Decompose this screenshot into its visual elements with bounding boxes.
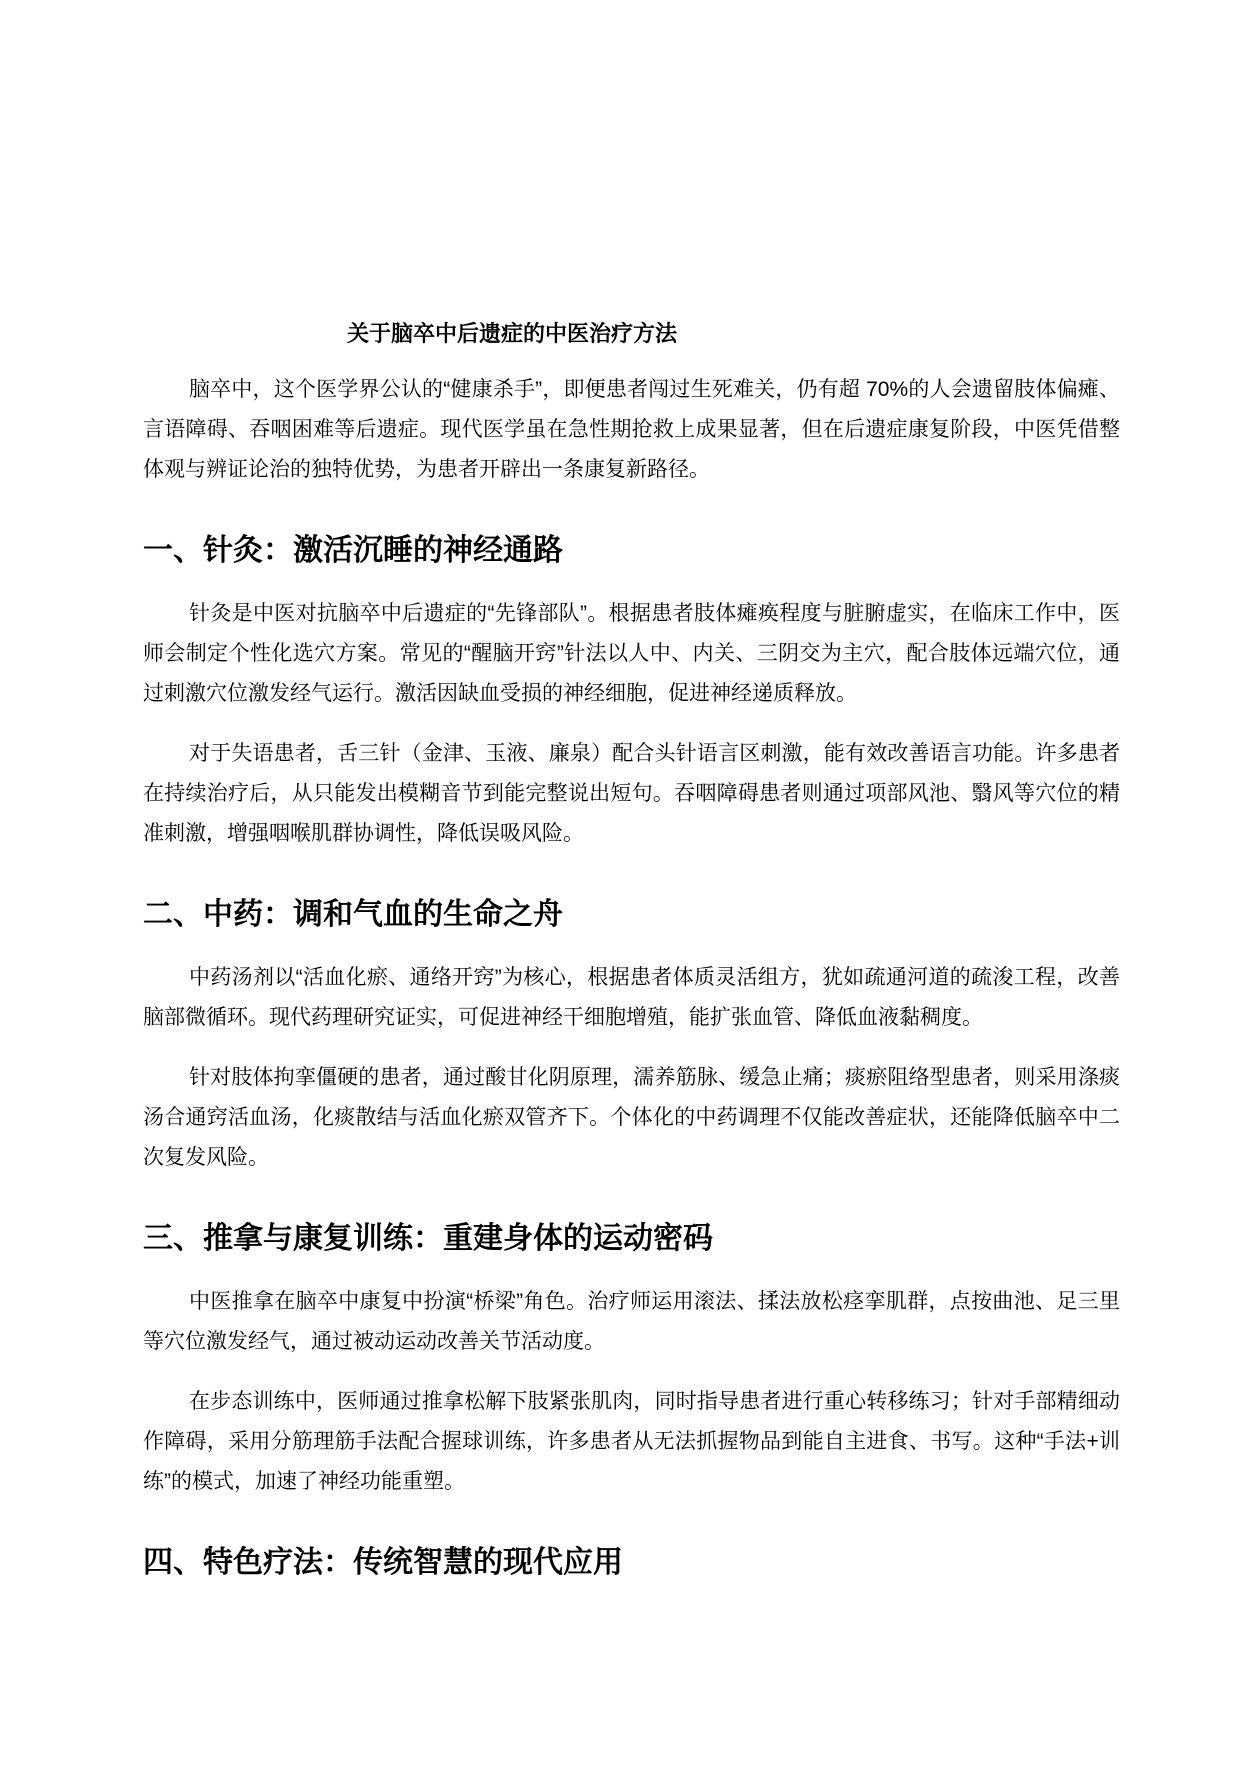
section-tuina-paragraph-2: 在步态训练中，医师通过推拿松解下肢紧张肌肉，同时指导患者进行重心转移练习；针对手部精细动作障碍，采用分筋理筋手法配合握球训练，许多患者从无法抓握物品到能自主进食、书写。这种“手法+训练”的模式，加速了神经功能重塑。	[143, 1390, 1120, 1493]
intro-paragraph: 脑卒中，这个医学界公认的“健康杀手”，即便患者闯过生死难关，仍有超 70%的人会遗留肢体偏瘫、言语障碍、吞咽困难等后遗症。现代医学虽在急性期抢救上成果显著，但在后遗症康复阶段，中医凭借整体观与辨证论治的独特优势，为患者开辟出一条康复新路径。	[143, 378, 1120, 481]
section-heading-tuina-rehab: 三、推拿与康复训练：重建身体的运动密码	[143, 1222, 713, 1255]
section-heading-herbal-medicine: 二、中药：调和气血的生命之舟	[143, 898, 563, 931]
document-title: 关于脑卒中后遗症的中医治疗方法	[347, 321, 678, 346]
section-herbal-paragraph-1: 中药汤剂以“活血化瘀、通络开窍”为核心，根据患者体质灵活组方，犹如疏通河道的疏浚工程，改善脑部微循环。现代药理研究证实，可促进神经干细胞增殖，能扩张血管、降低血液黏稠度。	[143, 966, 1120, 1029]
section-acupuncture-paragraph-1: 针灸是中医对抗脑卒中后遗症的“先锋部队”。根据患者肢体瘫痪程度与脏腑虚实，在临床工作中，医师会制定个性化选穴方案。常见的“醒脑开窍”针法以人中、内关、三阴交为主穴，配合肢体远端穴位，通过刺激穴位激发经气运行。激活因缺血受损的神经细胞，促进神经递质释放。	[143, 602, 1120, 705]
section-heading-acupuncture: 一、针灸：激活沉睡的神经通路	[143, 534, 563, 567]
section-tuina-paragraph-1: 中医推拿在脑卒中康复中扮演“桥梁”角色。治疗师运用滚法、揉法放松痉挛肌群，点按曲池、足三里等穴位激发经气，通过被动运动改善关节活动度。	[143, 1290, 1120, 1353]
section-heading-special-therapies: 四、特色疗法：传统智慧的现代应用	[143, 1546, 623, 1579]
section-acupuncture-paragraph-2: 对于失语患者，舌三针（金津、玉液、廉泉）配合头针语言区刺激，能有效改善语言功能。许多患者在持续治疗后，从只能发出模糊音节到能完整说出短句。吞咽障碍患者则通过项部风池、翳风等穴位的精准刺激，增强咽喉肌群协调性，降低误吸风险。	[143, 742, 1120, 845]
section-herbal-paragraph-2: 针对肢体拘挛僵硬的患者，通过酸甘化阴原理，濡养筋脉、缓急止痛；痰瘀阻络型患者，则采用涤痰汤合通窍活血汤，化痰散结与活血化瘀双管齐下。个体化的中药调理不仅能改善症状，还能降低脑卒中二次复发风险。	[143, 1066, 1120, 1169]
